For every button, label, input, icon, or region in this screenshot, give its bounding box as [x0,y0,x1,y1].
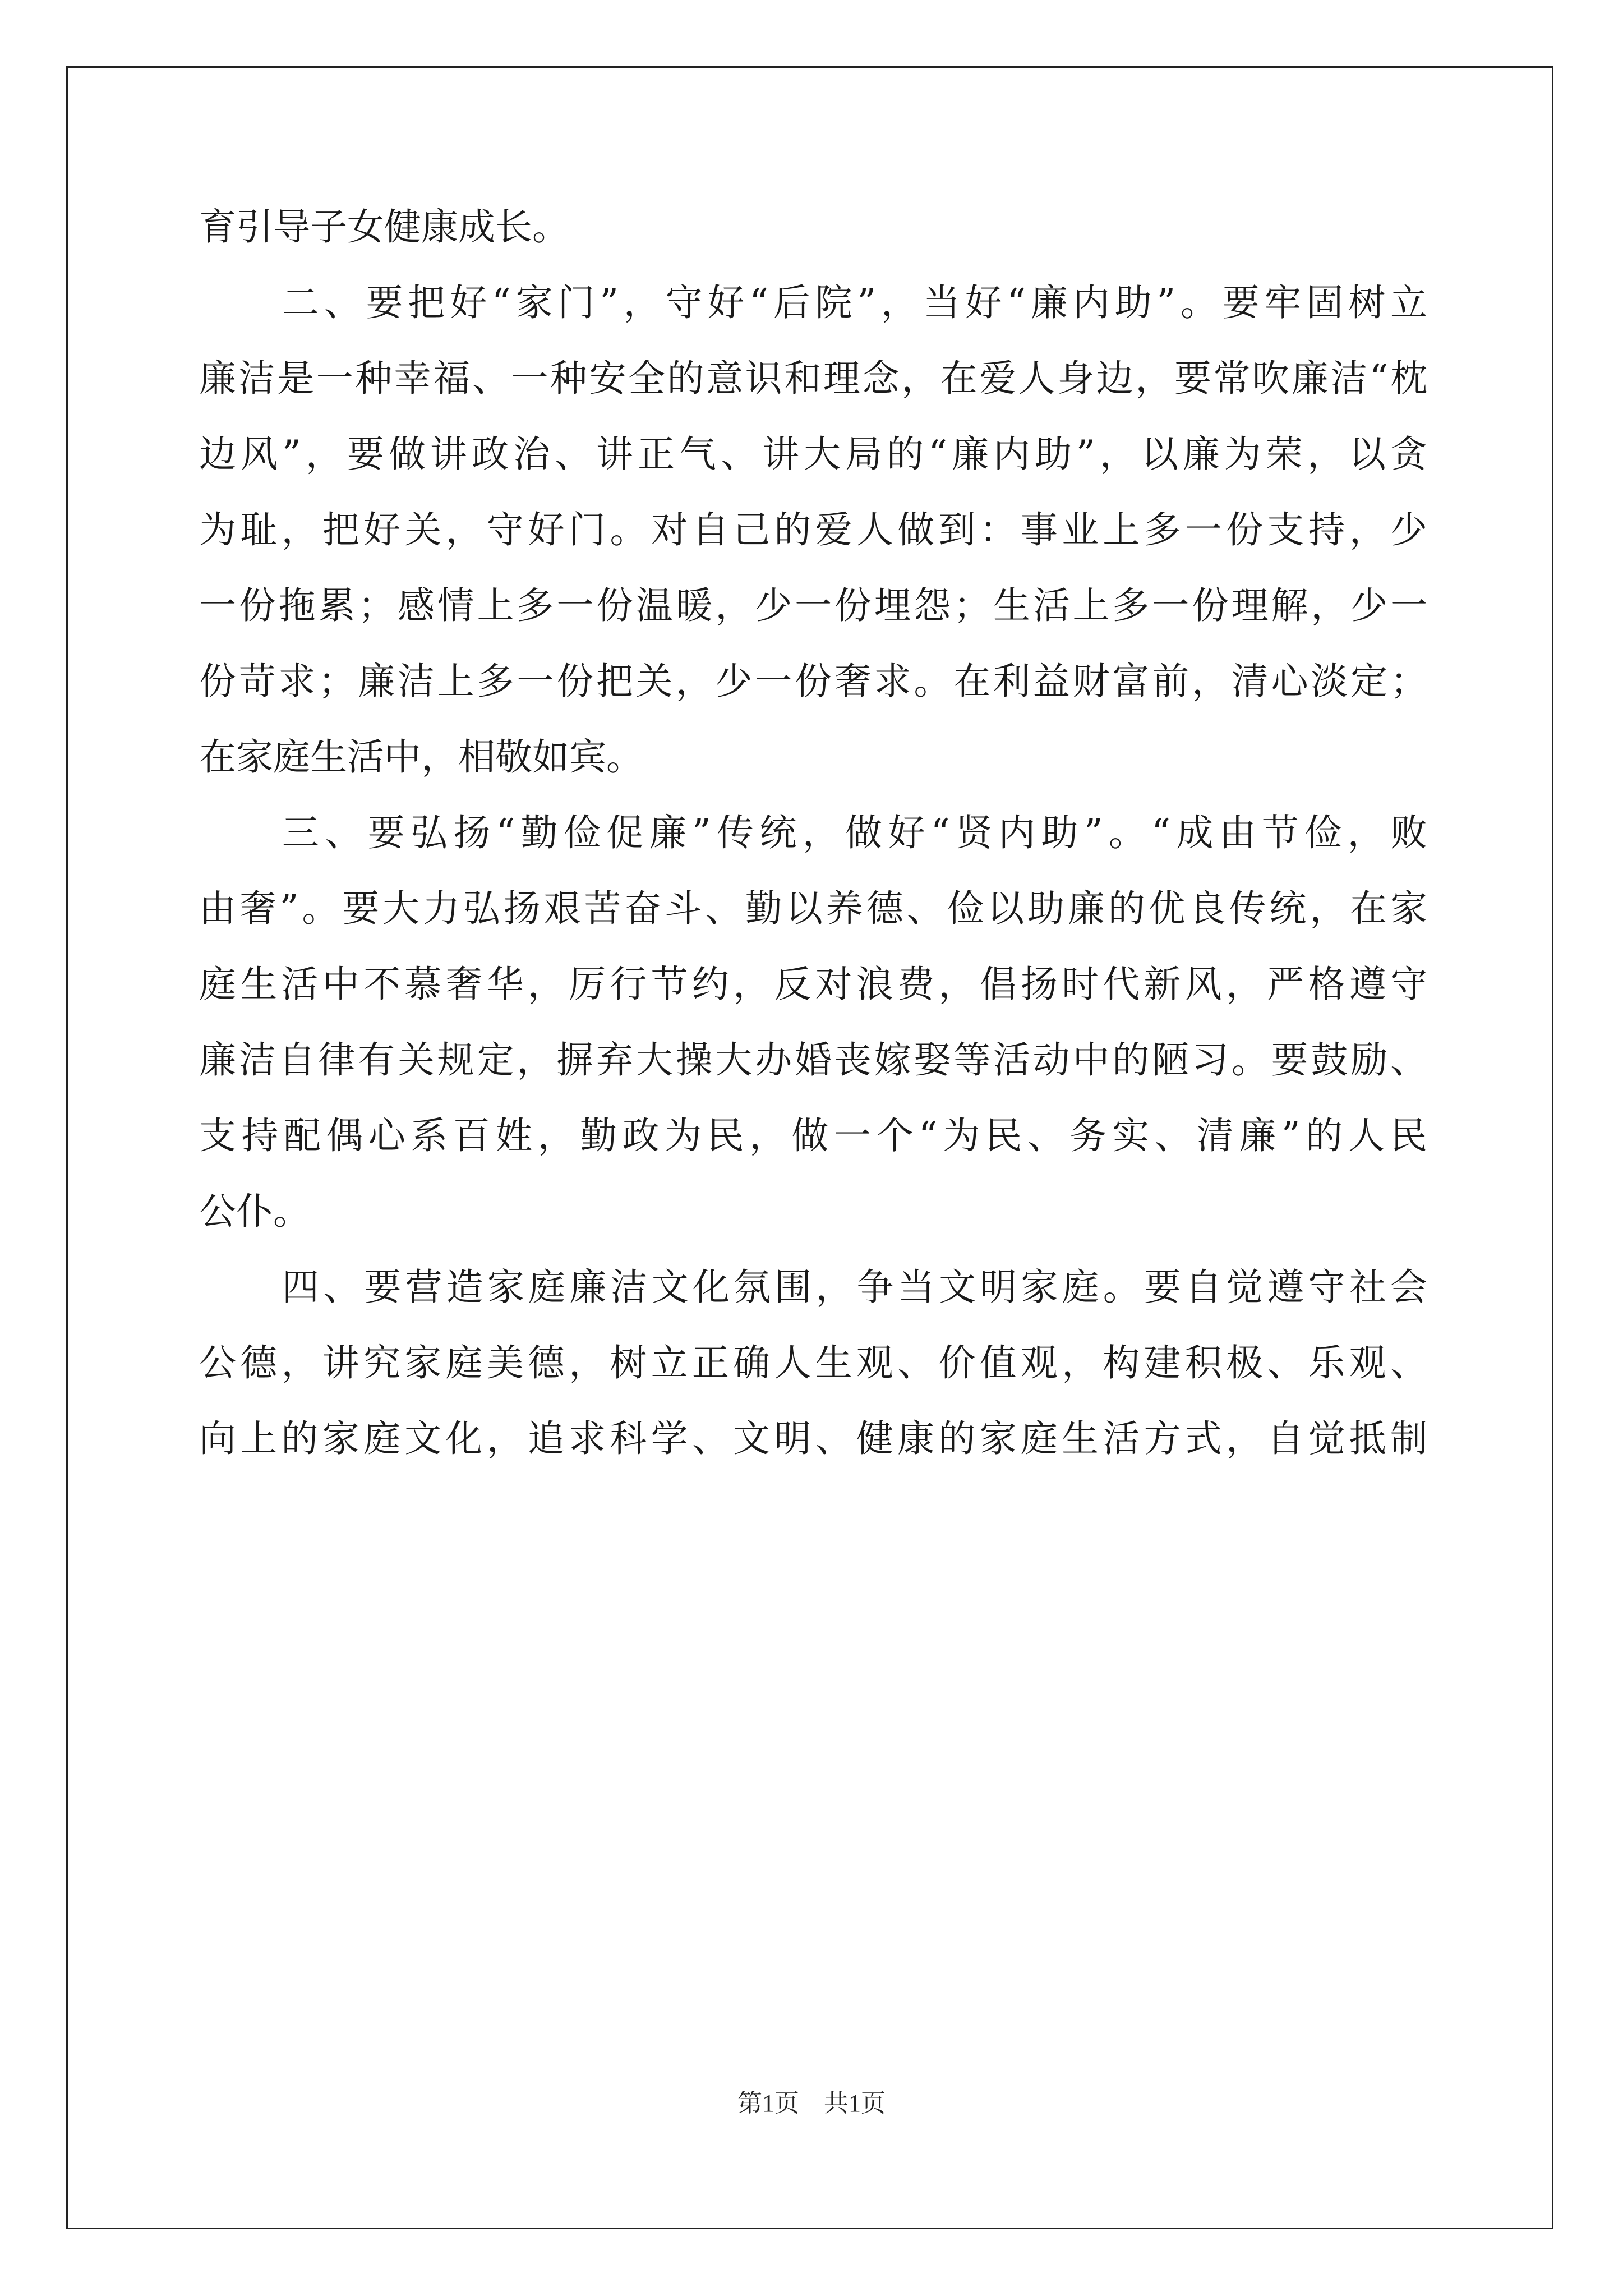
text-line-5: 为耻，把好关，守好门。对自己的爱人做到：事业上多一份支持，少 [199,508,1427,551]
page-number-footer: 第1页 共1页 [737,2090,886,2117]
text-line-13: 支持配偶心系百姓，勤政为民，做一个“为民、务实、清廉”的人民 [199,1114,1427,1157]
paragraph-2-start: 二、要把好“家门”，守好“后院”，当好“廉内助”。要牢固树立 [282,281,1427,324]
text-line-1: 育引导子女健康成长。 [199,205,569,249]
text-line-12: 廉洁自律有关规定，摒弃大操大办婚丧嫁娶等活动中的陋习。要鼓励、 [199,1038,1427,1082]
text-line-7: 份苛求；廉洁上多一份把关，少一份奢求。在利益财富前，清心淡定； [199,660,1427,703]
paragraph-4-start: 四、要营造家庭廉洁文化氛围，争当文明家庭。要自觉遵守社会 [282,1266,1427,1309]
text-line-10: 由奢”。要大力弘扬艰苦奋斗、勤以养德、俭以助廉的优良传统，在家 [199,887,1427,930]
text-line-3: 廉洁是一种幸福、一种安全的意识和理念，在爱人身边，要常吹廉洁“枕 [199,357,1427,400]
text-line-16: 公德，讲究家庭美德，树立正确人生观、价值观，构建积极、乐观、 [199,1341,1427,1384]
text-line-17: 向上的家庭文化，追求科学、文明、健康的家庭生活方式，自觉抵制 [199,1417,1427,1460]
text-line-11: 庭生活中不慕奢华，厉行节约，反对浪费，倡扬时代新风，严格遵守 [199,963,1427,1006]
text-line-14: 公仆。 [199,1190,310,1233]
text-line-4: 边风”，要做讲政治、讲正气、讲大局的“廉内助”，以廉为荣，以贪 [199,432,1427,476]
paragraph-3-start: 三、要弘扬“勤俭促廉”传统，做好“贤内助”。“成由节俭，败 [282,811,1427,854]
text-line-8: 在家庭生活中，相敬如宾。 [199,735,643,779]
text-line-6: 一份拖累；感情上多一份温暖，少一份埋怨；生活上多一份理解，少一 [199,584,1427,627]
